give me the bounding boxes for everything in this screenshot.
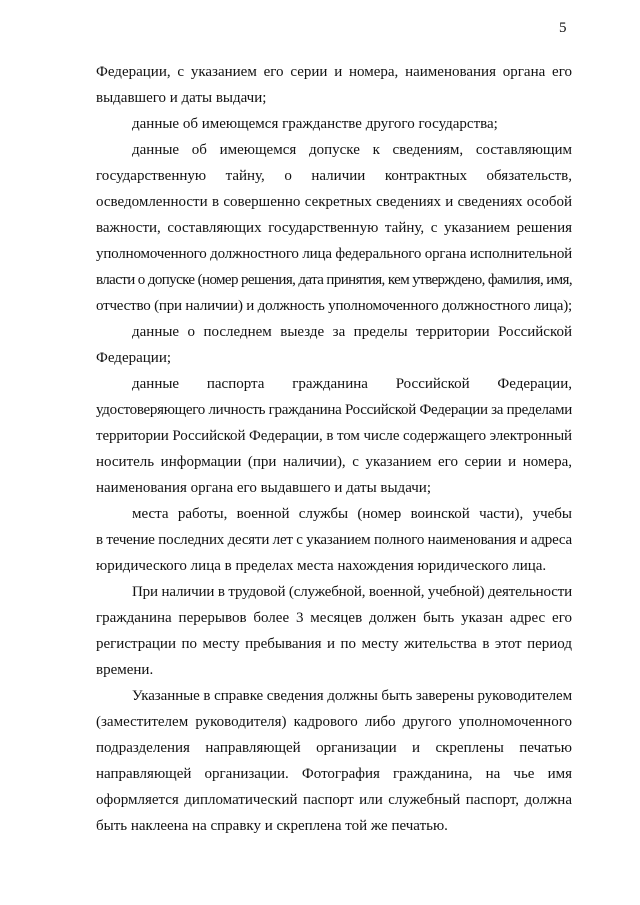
text-line (96, 113, 572, 139)
text-line (96, 347, 572, 373)
text-line-content: быть наклеена на справку и скреплена той же печатью. (96, 818, 448, 834)
text-line (96, 503, 572, 529)
text-line-content: власти о допуске (номер решения, дата принятия, кем утверждено, фамилия, имя, (96, 272, 572, 288)
text-line-content: в течение последних десяти лет с указанием полного наименования и адреса (96, 532, 572, 548)
text-line (96, 139, 572, 165)
text-line-content: данные о последнем выезде за пределы территории Российской (132, 324, 572, 340)
text-line (96, 425, 572, 451)
text-line-content: юридического лица в пределах места нахождения юридического лица. (96, 558, 547, 574)
page-number: 5 (559, 20, 567, 36)
text-line (96, 477, 572, 503)
text-line (96, 295, 572, 321)
text-line-content: Федерации, с указанием его серии и номера, наименования органа его (96, 64, 572, 80)
text-line-content: отчество (при наличии) и должность уполномоченного должностного лица); (96, 298, 572, 314)
document-body (96, 61, 572, 841)
text-line (96, 815, 572, 841)
text-line-content: данные паспорта гражданина Российской Федерации, (132, 376, 572, 392)
text-line-content: оформляется дипломатический паспорт или служебный паспорт, должна (96, 792, 572, 808)
text-line-content: места работы, военной службы (номер воинской части), учебы (132, 506, 572, 522)
text-line-content: Указанные в справке сведения должны быть заверены руководителем (132, 688, 572, 704)
text-line (96, 399, 572, 425)
text-line-content: гражданина перерывов более 3 месяцев должен быть указан адрес его (96, 610, 572, 626)
text-line-content: наименования органа его выдавшего и даты выдачи; (96, 480, 431, 496)
text-line-content: данные об имеющемся гражданстве другого государства; (132, 116, 498, 132)
text-line-content: времени. (96, 662, 154, 678)
text-line (96, 321, 572, 347)
text-line (96, 607, 572, 633)
text-line (96, 529, 572, 555)
text-line (96, 789, 572, 815)
text-line (96, 685, 572, 711)
text-line-content: выдавшего и даты выдачи; (96, 90, 267, 106)
text-line-content: (заместителем руководителя) кадрового либо другого уполномоченного (96, 714, 572, 730)
text-line-content: носитель информации (при наличии), с указанием его серии и номера, (96, 454, 572, 470)
text-line (96, 373, 572, 399)
text-line (96, 217, 572, 243)
text-line (96, 763, 572, 789)
text-line-content: удостоверяющего личность гражданина Российской Федерации за пределами (96, 402, 572, 418)
text-line-content: направляющей организации. Фотография гражданина, на чье имя (96, 766, 572, 782)
text-line (96, 165, 572, 191)
text-line (96, 243, 572, 269)
text-line (96, 87, 572, 113)
text-line (96, 269, 572, 295)
text-line-content: При наличии в трудовой (служебной, военной, учебной) деятельности (132, 584, 572, 600)
text-line-content: уполномоченного должностного лица федерального органа исполнительной (96, 246, 572, 262)
text-line (96, 711, 572, 737)
text-line (96, 191, 572, 217)
text-line-content: подразделения направляющей организации и скреплены печатью (96, 740, 572, 756)
text-line-content: Федерации; (96, 350, 172, 366)
text-line (96, 659, 572, 685)
text-line-content: регистрации по месту пребывания и по месту жительства в этот период (96, 636, 572, 652)
text-line-content: территории Российской Федерации, в том числе содержащего электронный (96, 428, 572, 444)
text-line (96, 737, 572, 763)
text-line-content: важности, составляющих государственную тайну, с указанием решения (96, 220, 572, 236)
text-line (96, 633, 572, 659)
text-line-content: данные об имеющемся допуске к сведениям, составляющим (132, 142, 572, 158)
text-line (96, 555, 572, 581)
text-line-content: государственную тайну, о наличии контрактных обязательств, (96, 168, 572, 184)
text-line (96, 581, 572, 607)
text-line (96, 451, 572, 477)
text-line-content: осведомленности в совершенно секретных сведениях и сведениях особой (96, 194, 572, 210)
text-line (96, 61, 572, 87)
